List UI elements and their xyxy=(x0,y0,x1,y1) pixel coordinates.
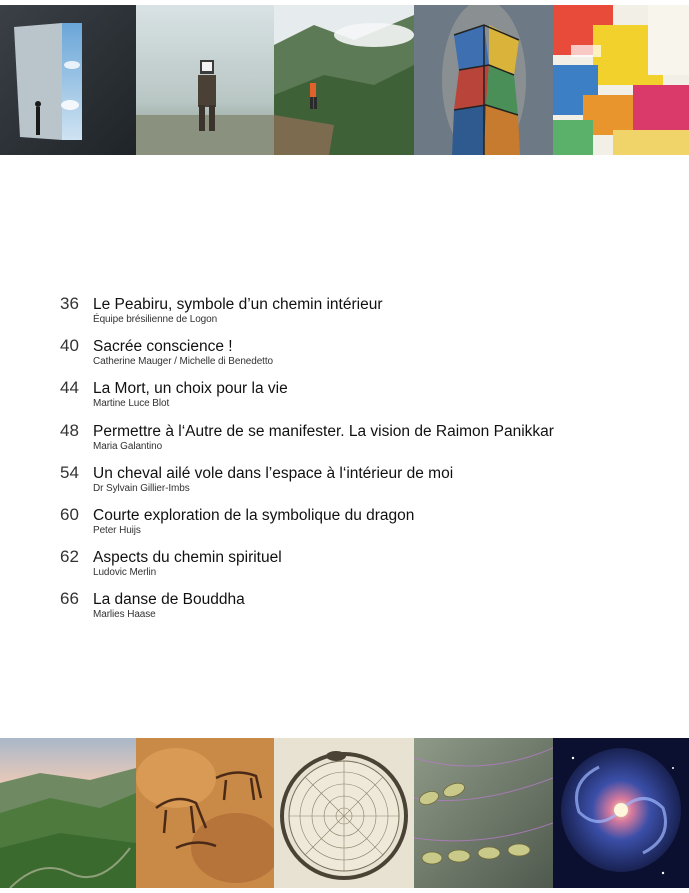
article-author: Catherine Mauger / Michelle di Benedetto xyxy=(93,356,273,368)
article-title: Aspects du chemin spirituel xyxy=(93,549,282,567)
article-author: Peter Huijs xyxy=(93,524,141,536)
doorway-light-image xyxy=(0,5,136,155)
table-of-contents xyxy=(60,294,660,632)
page-number: 60 xyxy=(60,504,79,524)
page-number: 66 xyxy=(60,589,79,609)
article-author: Martine Luce Blot xyxy=(93,398,170,410)
stained-glass-face-image xyxy=(414,5,553,155)
article-title: Permettre à l‘Autre de se manifester. La vision de Raimon Panikkar xyxy=(93,422,554,440)
toc-entry[interactable] xyxy=(60,505,660,547)
toc-entry[interactable] xyxy=(60,294,660,336)
page-number: 62 xyxy=(60,547,79,567)
article-title: La danse de Bouddha xyxy=(93,591,245,609)
page-number: 36 xyxy=(60,294,79,313)
article-title: Courte exploration de la symbolique du dragon xyxy=(93,506,415,524)
article-author: Maria Galantino xyxy=(93,440,163,452)
tv-head-man-image xyxy=(136,5,274,155)
seed-stalks-image xyxy=(414,738,553,888)
article-author: Marlies Haase xyxy=(93,609,156,621)
mountain-hiker-image xyxy=(274,5,414,155)
toc-entry[interactable] xyxy=(60,547,660,589)
article-title: La Mort, un choix pour la vie xyxy=(93,380,288,398)
page-number: 40 xyxy=(60,336,79,356)
toc-entry[interactable] xyxy=(60,421,660,463)
toc-entry[interactable] xyxy=(60,463,660,505)
cave-painting-image xyxy=(136,738,274,888)
toc-entry[interactable] xyxy=(60,336,660,378)
green-valley-image xyxy=(0,738,136,888)
ouroboros-diagram-image xyxy=(274,738,414,888)
top-image-strip xyxy=(0,5,689,155)
article-title: Sacrée conscience ! xyxy=(93,338,233,356)
page-number: 44 xyxy=(60,378,79,398)
page-number: 54 xyxy=(60,462,79,482)
spiral-galaxy-image xyxy=(553,738,689,888)
article-author: Dr Sylvain Gillier-Imbs xyxy=(93,482,190,494)
toc-entry[interactable] xyxy=(60,589,660,631)
bottom-image-strip xyxy=(0,738,689,888)
article-author: Ludovic Merlin xyxy=(93,567,157,579)
toc-entry[interactable] xyxy=(60,378,660,420)
abstract-paint-image xyxy=(553,5,689,155)
page-number: 48 xyxy=(60,420,79,440)
article-title: Un cheval ailé vole dans l’espace à l‘intérieur de moi xyxy=(93,464,454,482)
article-title: Le Peabiru, symbole d’un chemin intérieur xyxy=(93,296,383,313)
article-author: Équipe brésilienne de Logon xyxy=(93,314,218,325)
